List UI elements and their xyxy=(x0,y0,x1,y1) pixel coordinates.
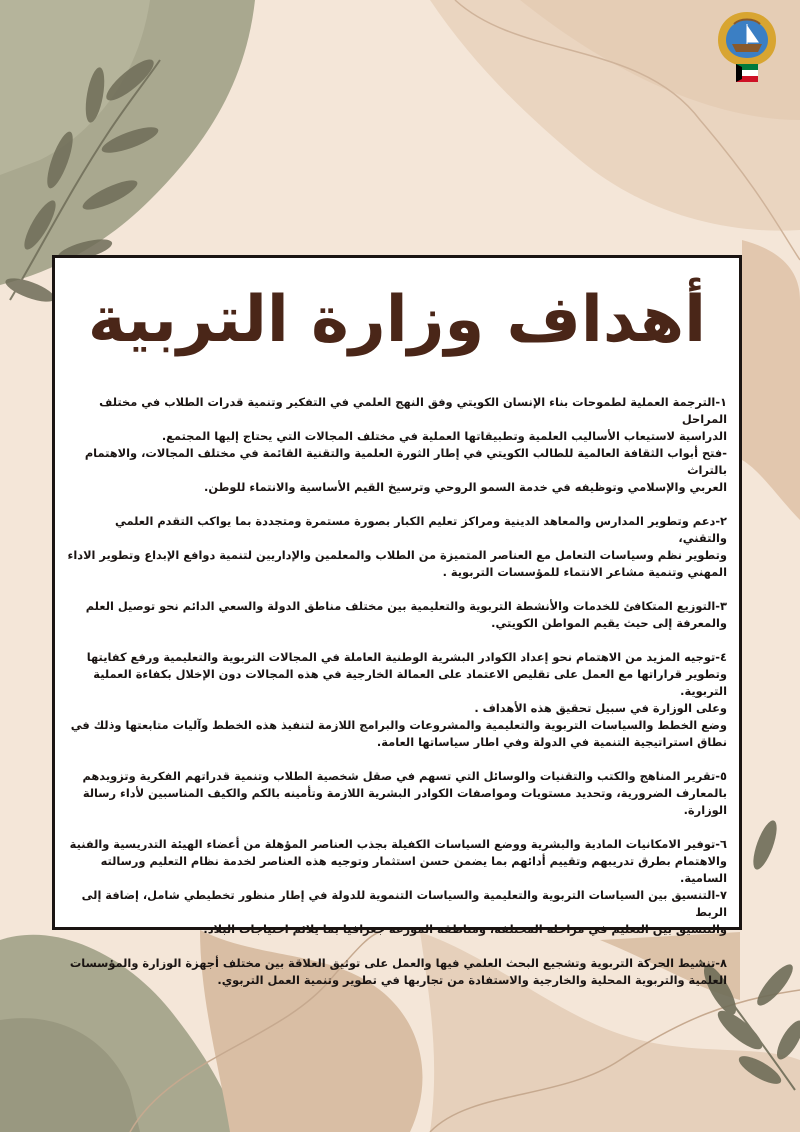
text-line: وضع الخطط والسياسات التربوية والتعليمية والمشروعات والبرامج اللازمة لتنفيذ هذه الخطط وآليات متابعتها وذلك في xyxy=(70,718,727,732)
text-line: المهني وتنمية مشاعر الانتماء للمؤسسات التربوية . xyxy=(442,565,727,579)
text-line: والاهتمام بطرق تدريبهم وتقييم أدائهم بما يضمن حسن استثمار وتوجيه هذه العناصر لخدمة نظام التعليم ورسالته السامية. xyxy=(100,854,727,885)
text-line: ٧-التنسيق بين السياسات التربوية والتعليمية والسياسات التنموية للدولة في إطار منظور تخطيطي شامل، إضافة إلى الربط xyxy=(81,888,727,919)
goals-text xyxy=(67,394,727,1006)
goal-paragraph xyxy=(67,649,727,751)
text-line: وتطوير نظم وسياسات التعامل مع العناصر المتميزة من الطلاب والمعلمين والإداريين لتنمية دوافع الإبداع وتطوير الاداء xyxy=(67,548,727,562)
text-line: العربي والإسلامي وتوظيفه في خدمة السمو الروحي وترسيخ القيم الأساسية والانتماء للوطن. xyxy=(204,480,727,494)
text-line: العلمية والتربوية المحلية والخارجية والاستفادة من تجاربها في تطوير وتنمية العمل التربوي. xyxy=(217,973,727,987)
text-line: ٣-التوزيع المتكافئ للخدمات والأنشطة التربوية والتعليمية بين مختلف مناطق الدولة والسعي الدائم نحو توصيل العلم xyxy=(85,599,727,613)
text-line: -فتح أبواب الثقافة العالمية للطالب الكويتي في إطار الثورة العلمية والتقنية القائمة في مختلف المجالات، والاهتمام بالتراث xyxy=(84,446,727,477)
text-line: ٨-تنشيط الحركة التربوية وتشجيع البحث العلمي فيها والعمل على توثيق العلاقة بين مختلف أجهزة الوزارة والمؤسسات xyxy=(69,956,727,970)
goal-paragraph xyxy=(67,955,727,989)
goal-paragraph xyxy=(67,836,727,938)
goal-paragraph xyxy=(67,768,727,819)
kuwait-emblem-icon xyxy=(714,10,780,90)
text-line: الدراسية لاستيعاب الأساليب العلمية وتطبيقاتها العملية في مختلف المجالات التي يحتاج إليها المجتمع. xyxy=(161,429,727,443)
text-line: وعلى الوزارة في سبيل تحقيق هذه الأهداف . xyxy=(474,701,727,715)
text-line: ٢-دعم وتطوير المدارس والمعاهد الدينية ومراكز تعليم الكبار بصورة مستمرة ومتجددة بما يواكب التقدم العلمي والتقني، xyxy=(114,514,727,545)
text-line: ٥-تقرير المناهج والكتب والتقنيات والوسائل التي تسهم في صقل شخصية الطلاب وتنمية قدراتهم الفكرية وتزويدهم xyxy=(82,769,727,783)
goal-paragraph xyxy=(67,394,727,496)
text-line: والتنسيق بين التعليم في مراحله المختلفة، ومناطقه الموزعة جغرافيا بما يلائم احتياجات البلاد. xyxy=(203,922,727,936)
text-line: والمعرفة إلى حيث يقيم المواطن الكويتي. xyxy=(491,616,727,630)
page-title: أهداف وزارة التربية xyxy=(87,283,707,357)
text-line: بالمعارف الضرورية، وتحديد مستويات ومواصفات الكوادر البشرية اللازمة وتأمينه بالكم والكيف المناسبين لأداء رسالة الوزارة. xyxy=(82,786,727,817)
text-line: نطاق استراتيجية التنمية في الدولة وفي اطار سياساتها العامة. xyxy=(376,735,727,749)
goal-paragraph xyxy=(67,513,727,581)
text-line: وتطوير قراراتها مع العمل على تقليص الاعتماد على العمالة الخارجية في هذه المجالات دون الإخلال بكفاءة العملية التربوية. xyxy=(93,667,727,698)
goal-paragraph xyxy=(67,598,727,632)
content-panel xyxy=(52,255,742,987)
text-line: ٦-توفير الامكانيات المادية والبشرية ووضع السياسات الكفيلة بجذب العناصر المؤهلة من أعضاء الهيئة التدريسية والفنية xyxy=(69,837,727,851)
text-line: ١-الترجمة العملية لطموحات بناء الإنسان الكويتي وفق النهج العلمي في التفكير وتنمية قدرات الطلاب في مختلف المراحل xyxy=(99,395,727,426)
text-line: ٤-توجيه المزيد من الاهتمام نحو إعداد الكوادر البشرية الوطنية العاملة في المجالات التربوية والتعليمية ورفع كفايتها xyxy=(86,650,727,664)
